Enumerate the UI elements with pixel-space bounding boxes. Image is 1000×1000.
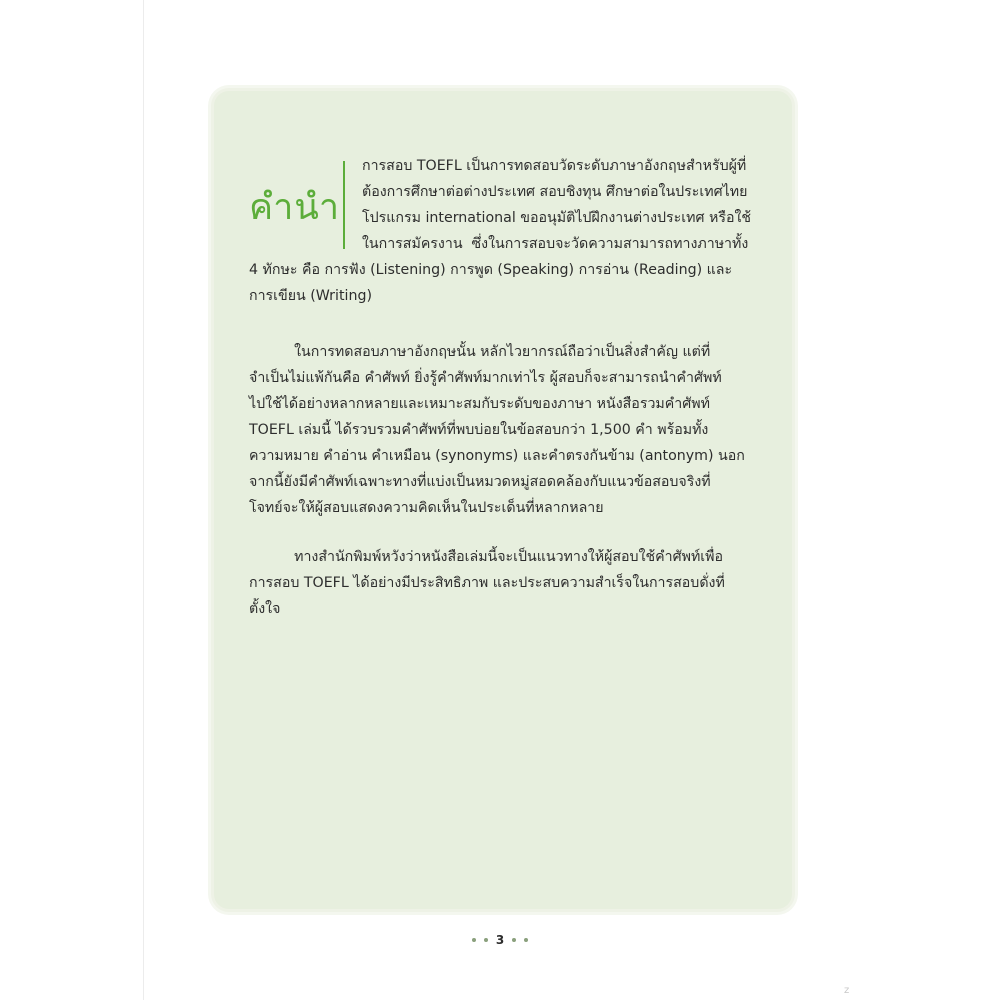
page-edge-divider <box>143 0 144 1000</box>
bullet-dot-icon <box>524 938 528 942</box>
intro-paragraph-lines-beside-title: การสอบ TOEFL เป็นการทดสอบวัดระดับภาษาอังกฤษสำหรับผู้ที่ ต้องการศึกษาต่อต่างประเทศ สอบชิงทุน ศึกษาต่อในประเทศไทย โปรแกรม international ขออนุมัติไปฝึกงานต่างประเทศ หรือใช้ ในการสมัครงาน ซึ่งในการสอบจะวัดความสามารถทางภาษาทั้ง <box>362 158 752 252</box>
body-paragraph-2: ในการทดสอบภาษาอังกฤษนั้น หลักไวยากรณ์ถือว่าเป็นสิ่งสำคัญ แต่ที่ จำเป็นไม่แพ้กันคือ คำศัพท์ ยิ่งรู้คำศัพท์มากเท่าไร ผู้สอบก็จะสามารถนำคำศัพท์ ไปใช้ได้อย่างหลากหลายและเหมาะสมกับระดับของภาษา หนังสือรวมคำศัพท์ TOEFL เล่มนี้ ได้รวบรวมคำศัพท์ที่พบบ่อยในข้อสอบกว่า 1,500 คำ พร้อมทั้ง ความหมาย คำอ่าน คำเหมือน (synonyms) และคำตรงกันข้าม (antonym) นอก จากนี้ยังมีคำศัพท์เฉพาะทางที่แบ่งเป็นหมวดหมู่สอดคล้องกับแนวข้อสอบจริงที่ โจทย์จะให้ผู้สอบแสดงความคิดเห็นในประเด็นที่หลากหลาย <box>249 344 745 516</box>
page-number: 3 <box>495 932 505 947</box>
body-paragraph-3: ทางสำนักพิมพ์หวังว่าหนังสือเล่มนี้จะเป็นแนวทางให้ผู้สอบใช้คำศัพท์เพื่อ การสอบ TOEFL ได้อย่างมีประสิทธิภาพ และประสบความสำเร็จในการสอบดั่งที่ ตั้งใจ <box>249 549 725 617</box>
page-title: คำนำ <box>249 187 341 228</box>
bullet-dot-icon <box>512 938 516 942</box>
page-footer <box>0 932 1000 947</box>
title-divider <box>343 161 345 249</box>
bullet-dot-icon <box>484 938 488 942</box>
intro-paragraph-continuation: 4 ทักษะ คือ การฟัง (Listening) การพูด (Speaking) การอ่าน (Reading) และ การเขียน (Writing) <box>249 262 733 304</box>
bullet-dot-icon <box>472 938 476 942</box>
corner-mark: z <box>844 985 850 996</box>
